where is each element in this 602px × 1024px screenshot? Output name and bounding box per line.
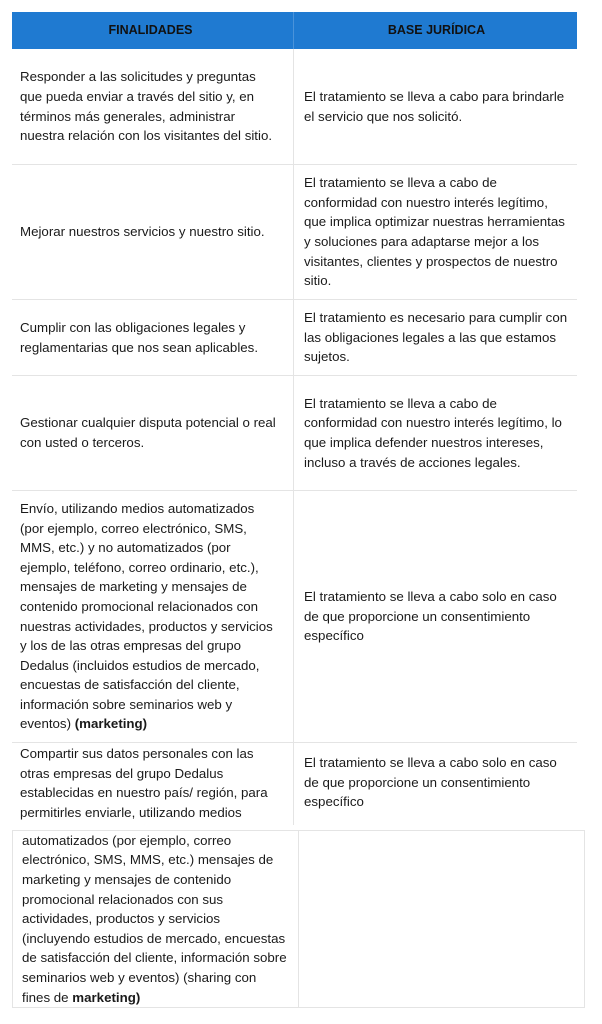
base-cell: El tratamiento se lleva a cabo de conformidad con nuestro interés legítimo, lo que implica defender nuestros intereses, incluso a través de acciones legales. xyxy=(304,395,562,470)
finalidad-text: Envío, utilizando medios automatizados (por ejemplo, correo electrónico, SMS, MMS, etc.) y no automatizados (por ejemplo, teléfono, correo ordinario, etc.), mensajes de marketing y mensajes de contenido promocional relacionados con nuestras actividades, productos y servicios y los de las otras empresas del grupo Dedalus (incluidos estudios de mercado, encuestas de satisfacción del cliente, información sobre seminarios web y eventos) xyxy=(20,500,273,732)
finalidad-continuation-cell xyxy=(13,831,299,1007)
table-header xyxy=(12,12,577,49)
base-cell: El tratamiento es necesario para cumplir con las obligaciones legales a las que estamos sujetos. xyxy=(304,310,568,365)
finalidad-bold-text: (marketing) xyxy=(74,716,148,732)
continuation-text: automatizados (por ejemplo, correo electrónico, SMS, MMS, etc.) mensajes de marketing y mensajes de contenido promocional relacionados con sus actividades, productos y servicios (incluyendo estudios de mercado, encuestas de satisfacción del cliente, información sobre seminarios web y eventos) (sharing con fines de xyxy=(22,832,287,1005)
table-continuation xyxy=(12,830,585,1008)
table-row xyxy=(12,165,577,300)
base-cell: El tratamiento se lleva a cabo solo en caso de que proporcione un consentimiento específico xyxy=(304,755,557,810)
finalidad-cell: Responder a las solicitudes y preguntas que pueda enviar a través del sitio y, en términos más generales, administrar nuestra relación con los visitantes del sitio. xyxy=(12,49,294,164)
legal-basis-table xyxy=(12,12,577,825)
base-cell: El tratamiento se lleva a cabo de conformidad con nuestro interés legítimo, que implica optimizar nuestras herramientas y soluciones para adaptarse mejor a los visitantes, clientes y prospectos de nuestro sitio. xyxy=(304,175,565,289)
table-row xyxy=(12,743,577,825)
header-finalidades: FINALIDADES xyxy=(12,12,294,49)
finalidad-cell: Mejorar nuestros servicios y nuestro sitio. xyxy=(12,165,294,299)
base-cell: El tratamiento se lleva a cabo para brindarle el servicio que nos solicitó. xyxy=(304,88,565,124)
continuation-bold-text: marketing) xyxy=(72,989,141,1005)
finalidad-cell: Compartir sus datos personales con las otras empresas del grupo Dedalus establecidas en nuestro país/ región, para permitirles enviarle, utilizando medios xyxy=(12,743,294,825)
header-base-juridica: BASE JURÍDICA xyxy=(387,22,486,37)
finalidad-cell: Gestionar cualquier disputa potencial o real con usted o terceros. xyxy=(12,376,294,490)
finalidad-cell xyxy=(12,491,294,742)
base-cell: El tratamiento se lleva a cabo solo en caso de que proporcione un consentimiento específico xyxy=(304,589,557,644)
empty-base-cell xyxy=(299,831,584,1007)
table-row xyxy=(12,49,577,165)
table-row xyxy=(12,376,577,491)
finalidad-cell: Cumplir con las obligaciones legales y reglamentarias que nos sean aplicables. xyxy=(12,300,294,375)
table-row xyxy=(12,300,577,376)
table-row xyxy=(12,491,577,743)
